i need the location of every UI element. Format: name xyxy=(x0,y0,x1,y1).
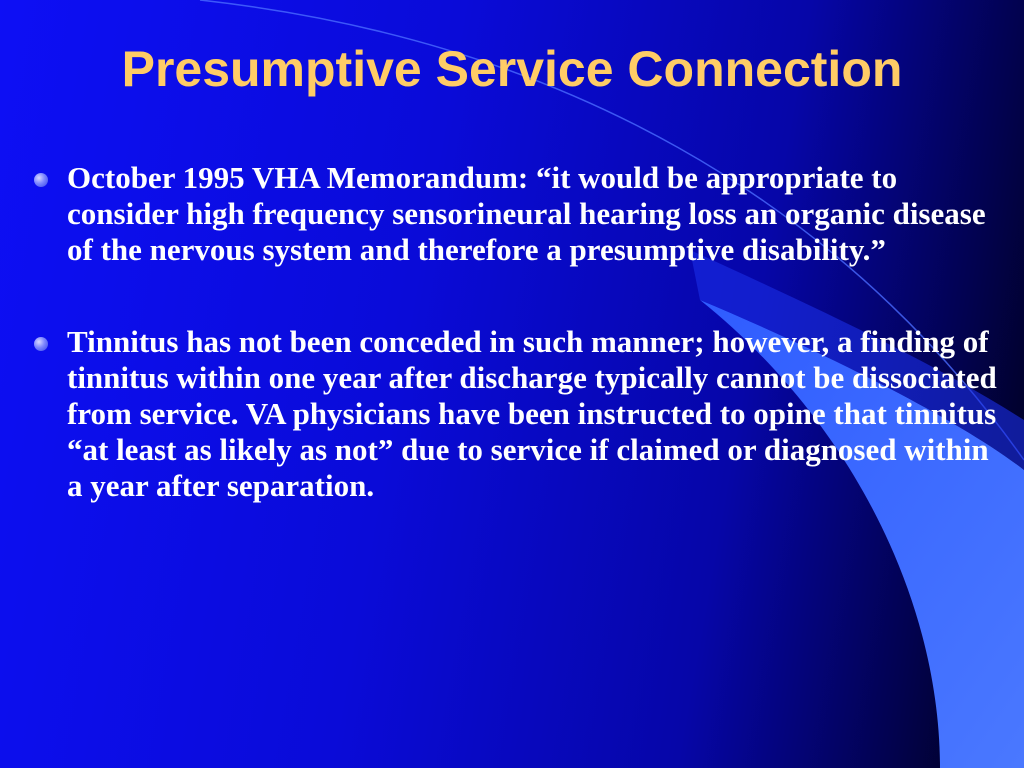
bullet-dot-icon xyxy=(34,337,48,351)
bullet-dot-icon xyxy=(34,173,48,187)
bullet-text: Tinnitus has not been conceded in such manner; however, a finding of tinnitus within one year after discharge typically cannot be dissociated from service. VA physicians have been instructed to opine that tinnitus “at least as likely as not” due to service if claimed or diagnosed within a year after separation. xyxy=(67,324,997,503)
bullet-item-tinnitus xyxy=(30,324,1005,504)
bullet-item-vha-memorandum xyxy=(30,160,1005,268)
bullet-list xyxy=(30,160,1005,560)
bullet-text: October 1995 VHA Memorandum: “it would be appropriate to consider high frequency sensorineural hearing loss an organic disease of the nervous system and therefore a presumptive disability.” xyxy=(67,160,986,267)
slide-title: Presumptive Service Connection xyxy=(121,41,903,97)
